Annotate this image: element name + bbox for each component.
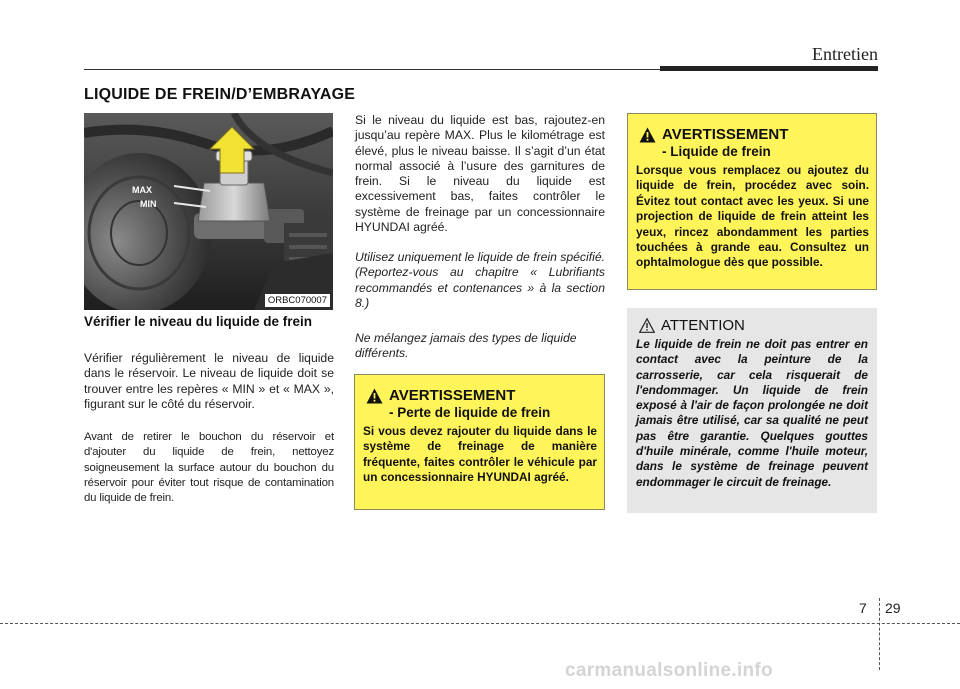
- warning-subtitle: - Liquide de frein: [662, 144, 771, 159]
- check-level-heading: Vérifier le niveau du liquide de frein: [84, 314, 313, 329]
- warning-subtitle: - Perte de liquide de frein: [389, 405, 551, 420]
- watermark: carmanualsonline.info: [565, 660, 773, 681]
- attention-body: Le liquide de frein ne doit pas entrer en contact avec la peinture de la carrosserie, car cela risquerait de l'endommager. Un liquide de frein exposé à l'air de façon prolongée ne doit jamais être utilisé, car sa qualité ne peut pas être garantie. Quelques gouttes d'huile minérale, comme l'huile moteur, dans le système de freinage peuvent endommager le circuit de freinage.: [636, 337, 868, 489]
- warning-body: Si vous devez rajouter du liquide dans le système de freinage de manière fréquente, faites contrôler le véhicule par un concessionnaire HYUNDAI agréé.: [363, 424, 597, 485]
- section-header: Entretien: [812, 44, 878, 64]
- specified-fluid-note: Utilisez uniquement le liquide de frein spécifié. (Reportez-vous au chapitre « Lubrifiants recommandés et contenances » à la section 8.): [355, 250, 605, 310]
- warning-icon: [366, 388, 383, 404]
- footer-rule: [0, 623, 960, 624]
- warning-box-fluid-loss: [354, 374, 605, 510]
- header-rule-bold: [660, 66, 878, 71]
- warning-box-brake-fluid: [627, 113, 877, 290]
- low-level-paragraph: Si le niveau du liquide est bas, rajoutez-en jusqu’au repère MAX. Plus le kilométrage est élevé, plus le niveau baisse. Il s’agit d’un état normal associé à l’usure des garnitures de frein. Si le niveau du liquide est excessivement bas, faites contrôler le système de freinage par un concessionnaire HYUNDAI agréé.: [355, 113, 605, 235]
- max-label: MAX: [132, 185, 152, 195]
- footer-divider: [879, 598, 880, 670]
- cleaning-paragraph: Avant de retirer le bouchon du réservoir et d'ajouter du liquide de frein, nettoyez soigneusement la surface autour du bouchon du réservoir pour éviter tout risque de contamination du liquide de frein.: [84, 431, 334, 505]
- min-label: MIN: [140, 199, 157, 209]
- warning-icon: [639, 127, 656, 143]
- header-rule: [84, 69, 664, 70]
- photo-code: ORBC070007: [265, 294, 330, 307]
- attention-title: ATTENTION: [661, 317, 745, 334]
- caution-icon: [639, 318, 655, 333]
- warning-body: Lorsque vous remplacez ou ajoutez du liquide de frein, procédez avec soin. Évitez tout contact avec les yeux. Si une projection de liquide de frein atteint les yeux, rincez abondamment les parties touchées à grande eau. Consultez un ophtalmologue dès que possible.: [636, 163, 869, 270]
- warning-title: AVERTISSEMENT: [662, 126, 789, 143]
- warning-title: AVERTISSEMENT: [389, 387, 516, 404]
- page-title: LIQUIDE DE FREIN/D’EMBRAYAGE: [84, 86, 356, 103]
- chapter-number: 7: [859, 600, 867, 616]
- check-level-paragraph: Vérifier régulièrement le niveau de liquide dans le réservoir. Le niveau de liquide doit se trouver entre les repères « MIN » et « MAX », figurant sur le côté du réservoir.: [84, 351, 334, 411]
- attention-box: [627, 308, 877, 513]
- page-number: 29: [885, 600, 901, 616]
- brake-reservoir-photo: [84, 113, 333, 310]
- no-mixing-note: Ne mélangez jamais des types de liquide différents.: [355, 331, 577, 361]
